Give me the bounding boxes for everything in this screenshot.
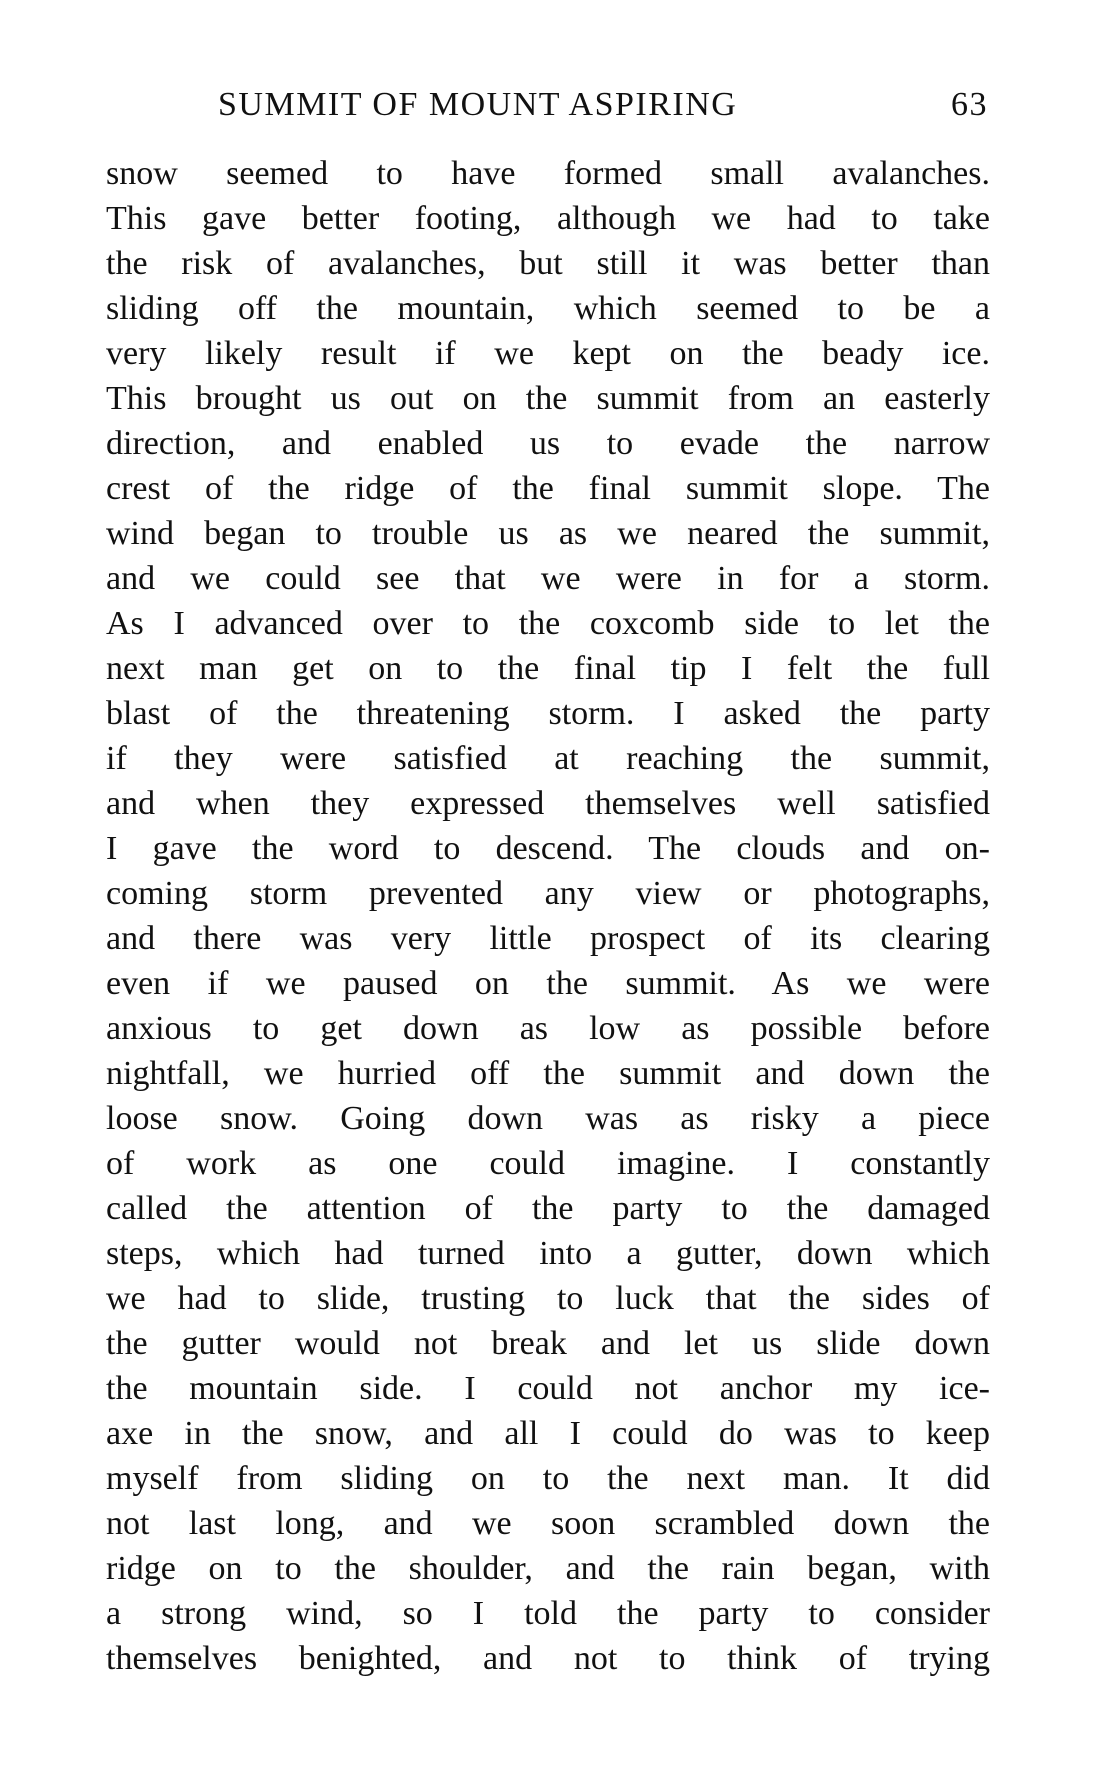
text-line: very likely result if we kept on the beady ice. — [106, 335, 990, 372]
body-text — [106, 151, 990, 1681]
text-line: ridge on to the shoulder, and the rain began, with — [106, 1550, 990, 1587]
text-line: a strong wind, so I told the party to consider — [106, 1595, 990, 1632]
running-head — [218, 86, 988, 130]
text-line: and when they expressed themselves well satisfied — [106, 785, 990, 822]
text-line: the mountain side. I could not anchor my ice- — [106, 1370, 990, 1407]
text-line: anxious to get down as low as possible before — [106, 1010, 990, 1047]
text-line: if they were satisfied at reaching the summit, — [106, 740, 990, 777]
text-line: and we could see that we were in for a storm. — [106, 560, 990, 597]
text-line: sliding off the mountain, which seemed to be a — [106, 290, 990, 327]
text-line: themselves benighted, and not to think of trying — [106, 1640, 990, 1677]
text-line: snow seemed to have formed small avalanches. — [106, 155, 990, 192]
text-line: As I advanced over to the coxcomb side to let the — [106, 605, 990, 642]
text-line: the risk of avalanches, but still it was better than — [106, 245, 990, 282]
text-line: axe in the snow, and all I could do was to keep — [106, 1415, 990, 1452]
text-line: not last long, and we soon scrambled down the — [106, 1505, 990, 1542]
text-line: I gave the word to descend. The clouds and on- — [106, 830, 990, 867]
text-line: next man get on to the final tip I felt the full — [106, 650, 990, 687]
text-line: called the attention of the party to the damaged — [106, 1190, 990, 1227]
text-line: crest of the ridge of the final summit slope. The — [106, 470, 990, 507]
text-line: This gave better footing, although we had to take — [106, 200, 990, 237]
text-line: loose snow. Going down was as risky a piece — [106, 1100, 990, 1137]
running-title: SUMMIT OF MOUNT ASPIRING — [218, 86, 738, 123]
page-number: 63 — [951, 86, 988, 123]
text-line: coming storm prevented any view or photographs, — [106, 875, 990, 912]
text-line: of work as one could imagine. I constantly — [106, 1145, 990, 1182]
text-line: direction, and enabled us to evade the narrow — [106, 425, 990, 462]
text-line: This brought us out on the summit from an easterly — [106, 380, 990, 417]
text-line: steps, which had turned into a gutter, down which — [106, 1235, 990, 1272]
text-line: myself from sliding on to the next man. It did — [106, 1460, 990, 1497]
text-line: wind began to trouble us as we neared the summit, — [106, 515, 990, 552]
text-line: nightfall, we hurried off the summit and down the — [106, 1055, 990, 1092]
text-line: the gutter would not break and let us slide down — [106, 1325, 990, 1362]
text-line: even if we paused on the summit. As we were — [106, 965, 990, 1002]
text-line: and there was very little prospect of its clearing — [106, 920, 990, 957]
text-line: blast of the threatening storm. I asked the party — [106, 695, 990, 732]
text-line: we had to slide, trusting to luck that the sides of — [106, 1280, 990, 1317]
